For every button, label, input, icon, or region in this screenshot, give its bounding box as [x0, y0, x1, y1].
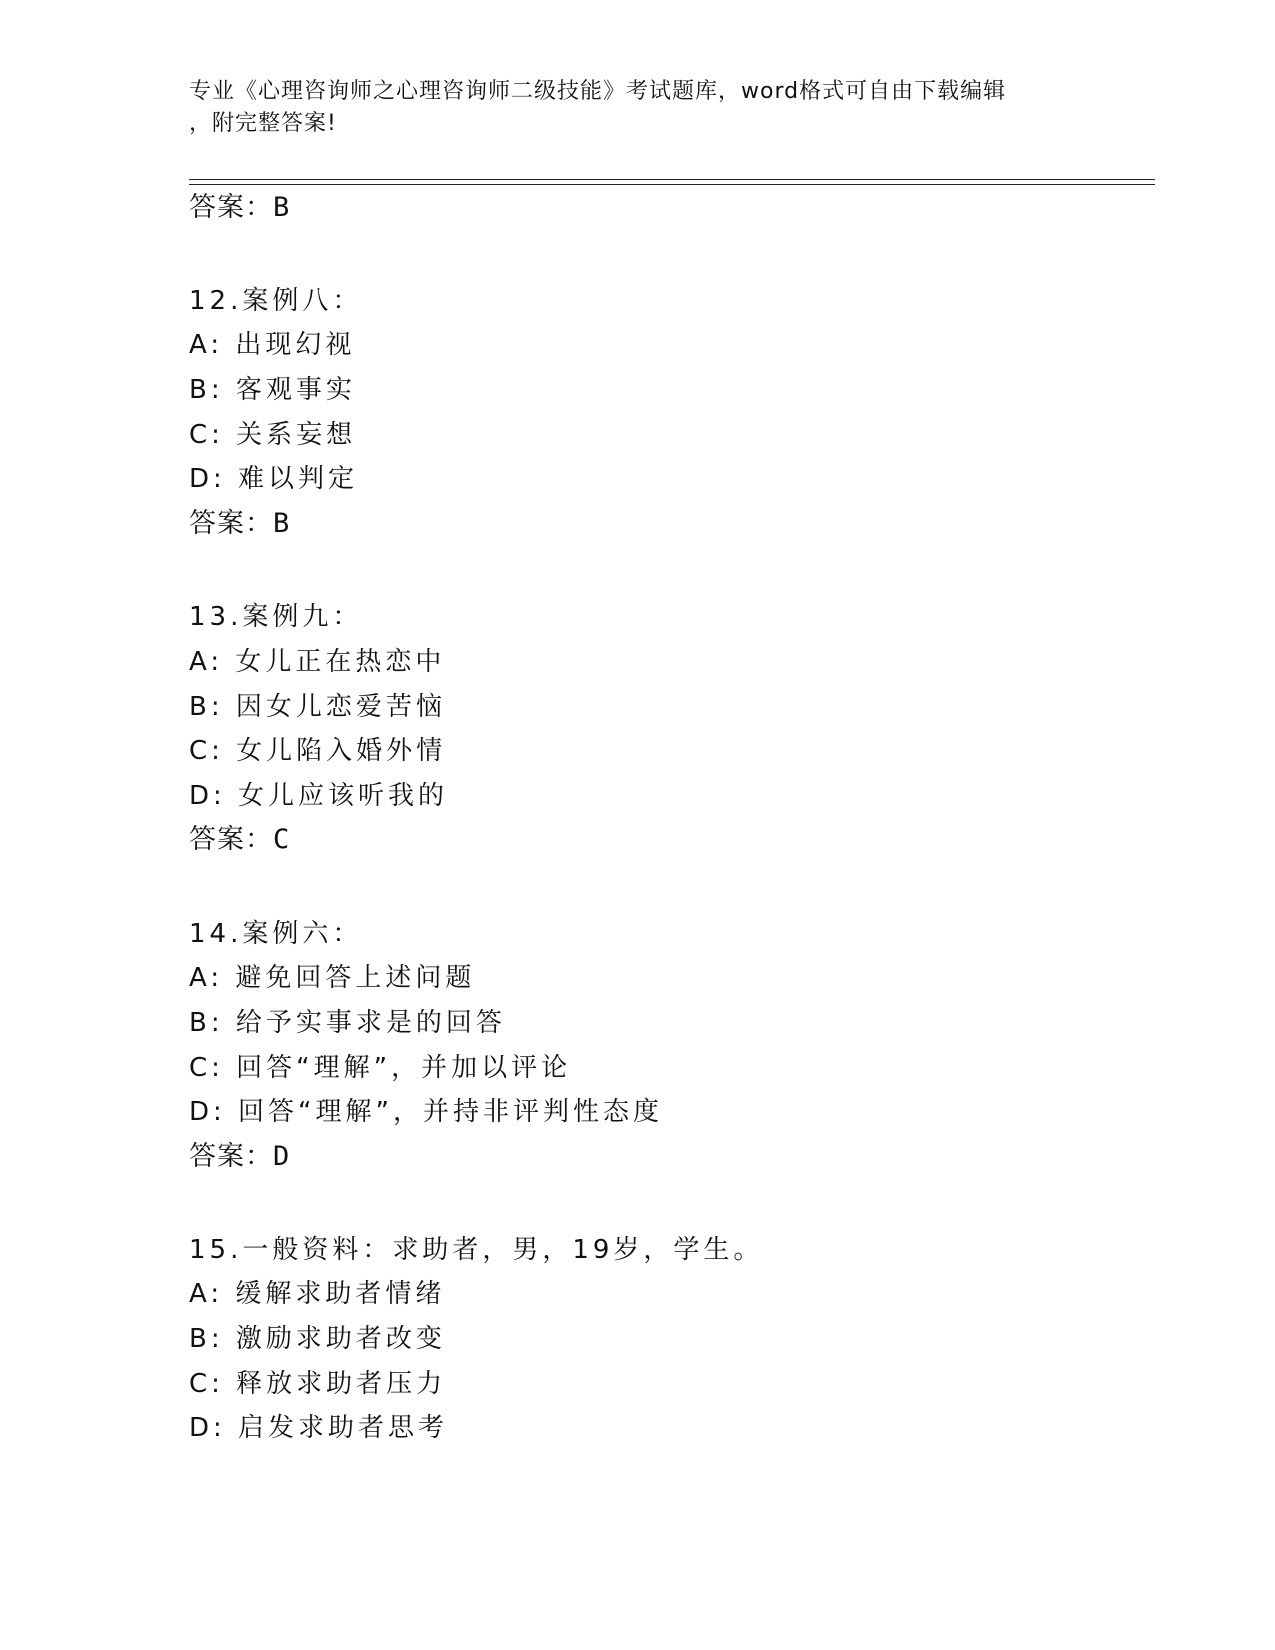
answer-line	[189, 823, 290, 857]
answer-line	[189, 191, 290, 225]
answer-line	[189, 1140, 290, 1174]
answer-value: D	[273, 1141, 291, 1172]
answer-label: 答案：	[189, 824, 273, 855]
option-d: D: 难以判定	[189, 464, 359, 494]
option-b: B: 给予实事求是的回答	[189, 1008, 506, 1038]
option-c: C: 回答“理解”，并加以评论	[189, 1053, 572, 1083]
option-b: B: 因女儿恋爱苦恼	[189, 692, 446, 722]
answer-value: B	[273, 192, 291, 223]
document-header	[189, 76, 1089, 140]
question-title: 14.案例六：	[189, 919, 363, 949]
option-d: D: 启发求助者思考	[189, 1413, 449, 1443]
answer-value: B	[273, 508, 291, 539]
question-title: 15.一般资料：求助者，男，19岁，学生。	[189, 1235, 764, 1265]
option-c: C: 女儿陷入婚外情	[189, 736, 447, 766]
option-b: B: 客观事实	[189, 375, 356, 405]
answer-value: C	[273, 824, 291, 855]
option-c: C: 释放求助者压力	[189, 1369, 447, 1399]
option-d: D: 女儿应该听我的	[189, 781, 449, 811]
option-a: A: 避免回答上述问题	[189, 963, 476, 993]
option-b: B: 激励求助者改变	[189, 1324, 446, 1354]
question-title: 12.案例八：	[189, 286, 363, 316]
header-rule-top	[189, 179, 1155, 180]
question-title: 13.案例九：	[189, 602, 363, 632]
option-c: C: 关系妄想	[189, 420, 357, 450]
option-a: A: 女儿正在热恋中	[189, 647, 446, 677]
option-a: A: 缓解求助者情绪	[189, 1279, 446, 1309]
answer-line	[189, 507, 290, 541]
header-line-1: 专业《心理咨询师之心理咨询师二级技能》考试题库，word格式可自由下载编辑	[189, 79, 1007, 104]
answer-label: 答案：	[189, 192, 273, 223]
answer-label: 答案：	[189, 1141, 273, 1172]
option-d: D: 回答“理解”，并持非评判性态度	[189, 1097, 663, 1127]
header-line-2: ，附完整答案!	[189, 111, 337, 136]
header-rule-bottom	[189, 184, 1155, 185]
answer-label: 答案：	[189, 508, 273, 539]
option-a: A: 出现幻视	[189, 330, 356, 360]
